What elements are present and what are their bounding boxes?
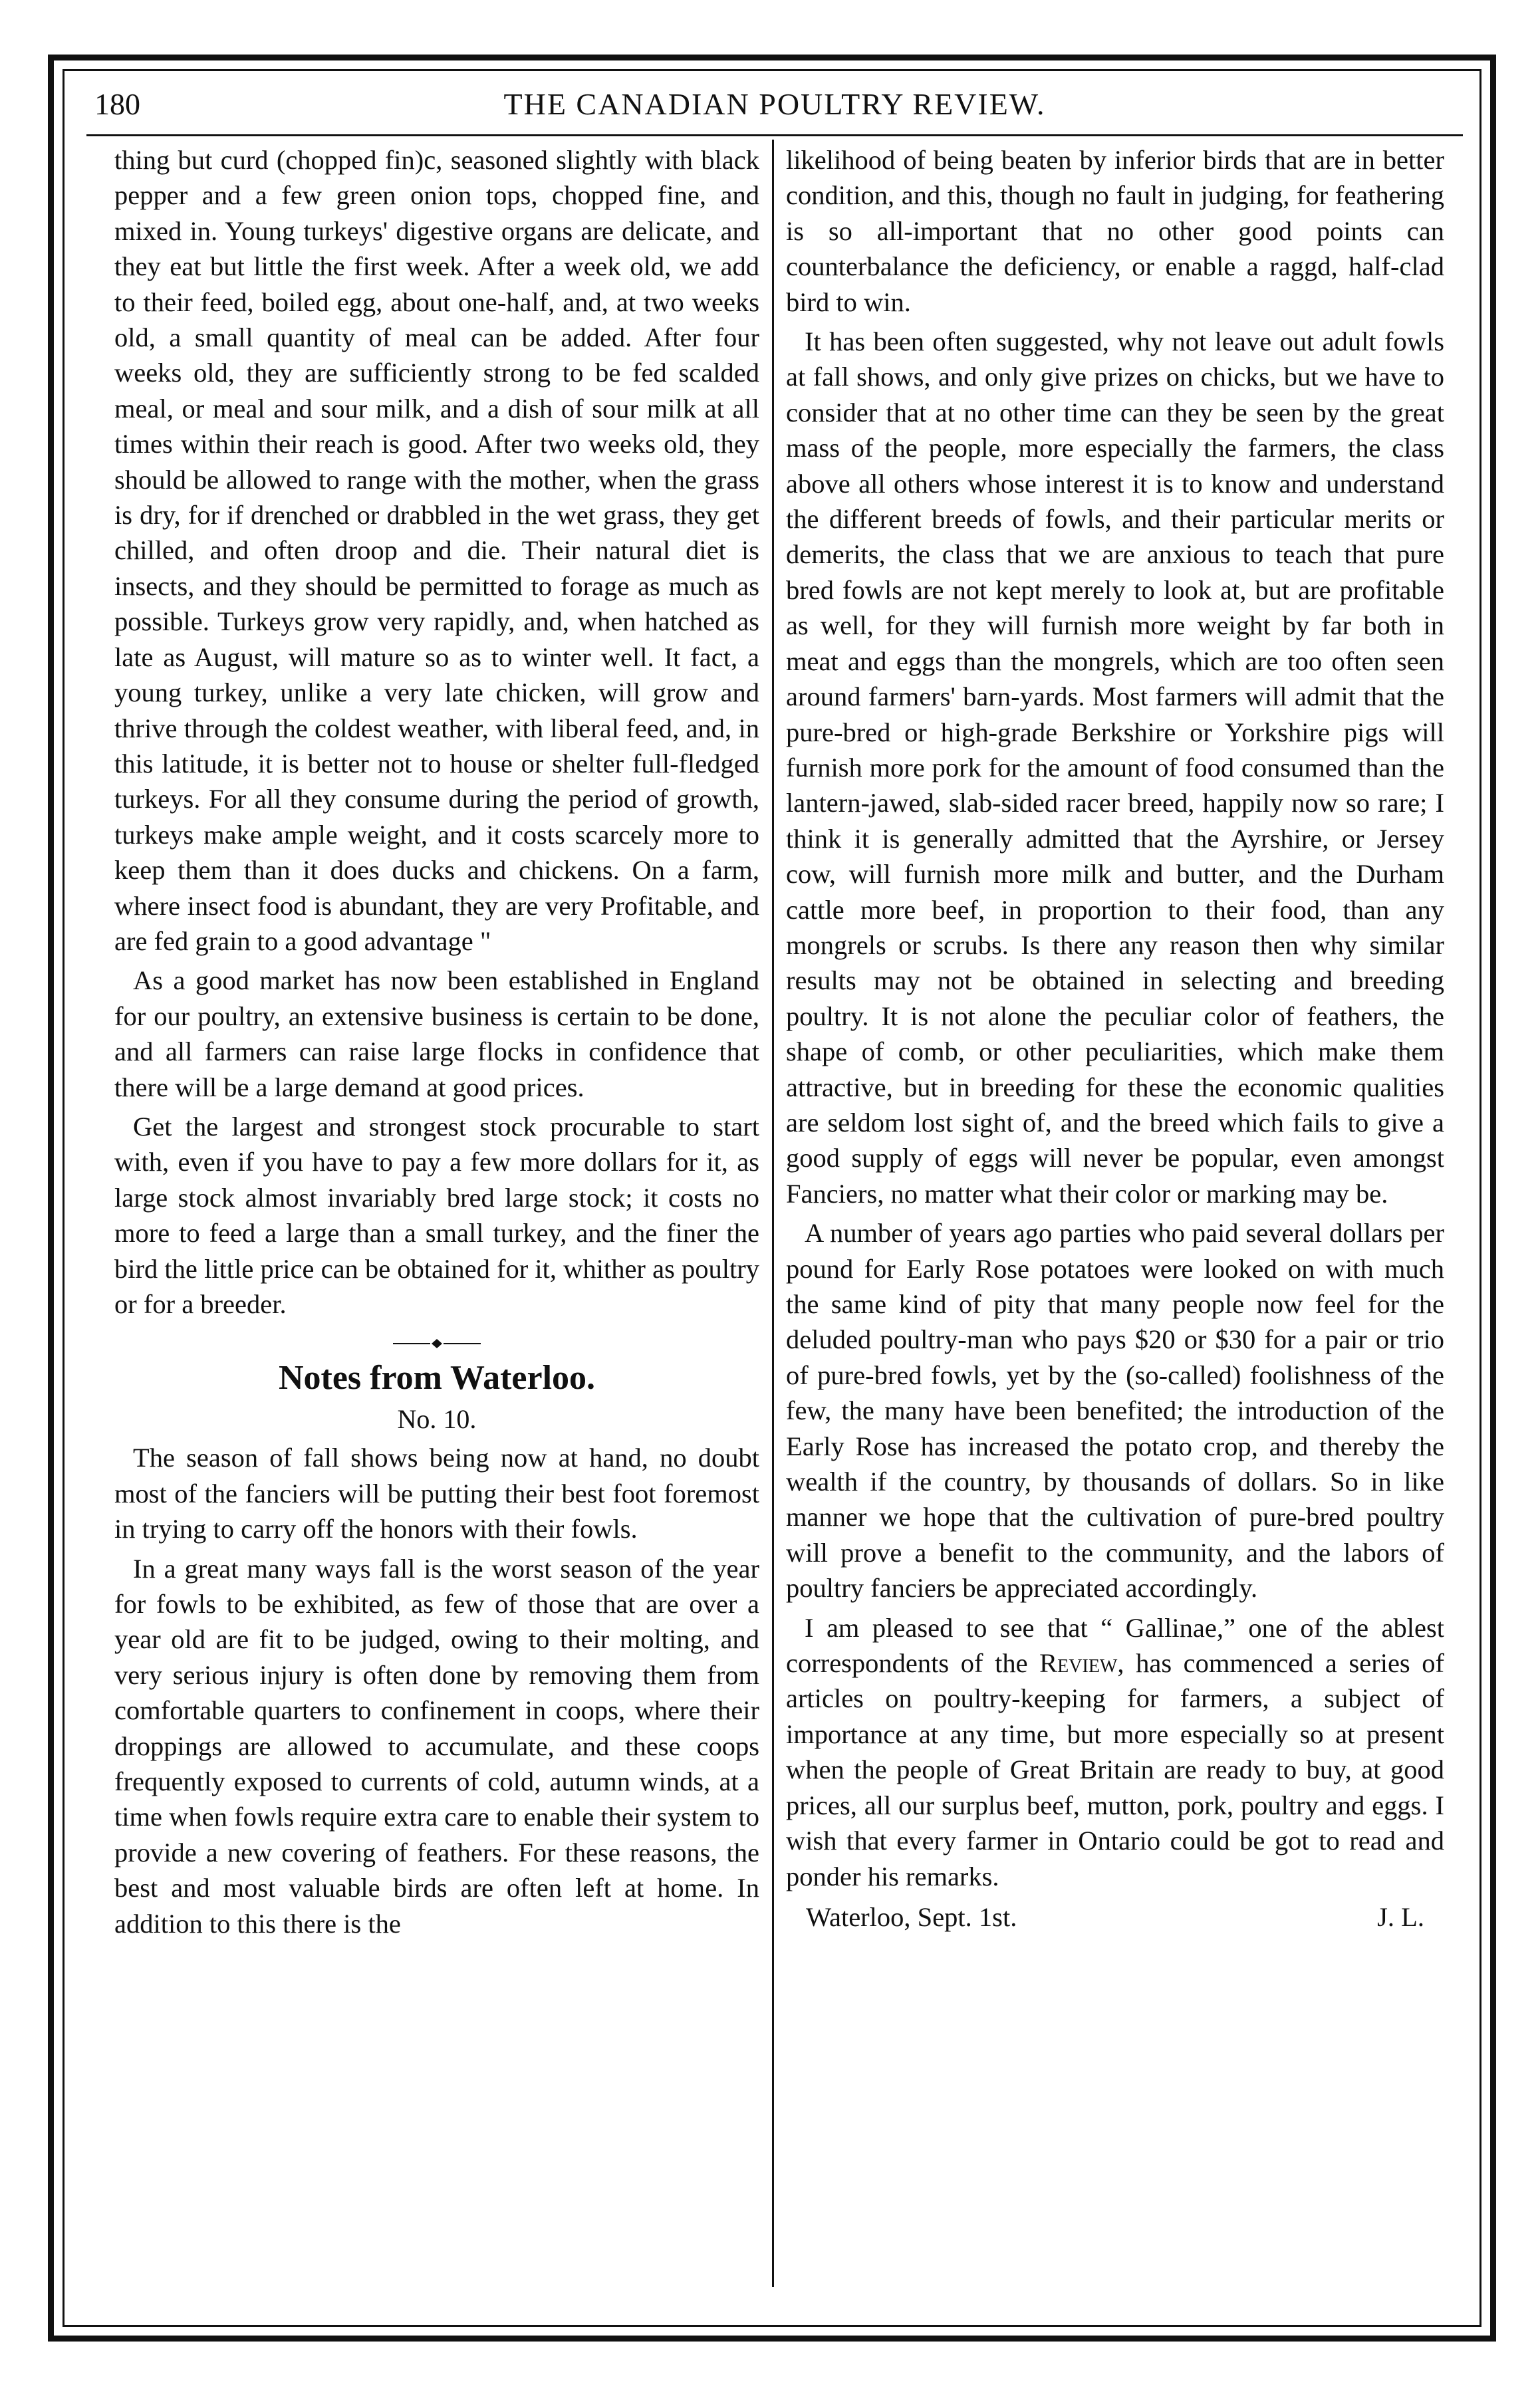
article-paragraph: In a great many ways fall is the worst season of the year for fowls to be exhibited, as few of those that are over a year old are fit to be judged, owing to their molting, and very serious injury is often done by removing them from comfortable quarters to confinement in coops, where their droppings are allowed to accumulate, and these coops frequently exposed to currents of cold, autumn winds, at a time when fowls require extra care to enable their system to provide a new covering of feathers. For these reasons, the best and most valuable birds are often left at home. In addition to this there is the [114, 1553, 759, 1939]
signature-place-date: Waterloo, Sept. 1st. [806, 1901, 1017, 1932]
paragraph-text: , has commenced a series of articles on poultry-keeping for farmers, a subject of importance at any time, but more especially so at present when the people of Great Britain are ready to buy, at good prices, all our surplus beef, mutton, pork, poultry and eggs. I wish that every farmer in Ontario could be got to read and ponder his remarks. [786, 1648, 1445, 1891]
left-column [114, 142, 759, 1941]
section-divider-ornament [114, 1331, 759, 1356]
right-column [786, 142, 1444, 1935]
section-number: No. 10. [397, 1404, 477, 1435]
signature-line [786, 1899, 1444, 1935]
article-paragraph: Get the largest and strongest stock procurable to start with, even if you have to pay a few more dollars for it, as large stock almost invariably bred large stock; it costs no more to feed a large than a small turkey, and the finer the bird the little price can be obtained for it, whither as poultry or for a breeder. [114, 1111, 759, 1319]
section-heading: Notes from Waterloo. [278, 1359, 596, 1397]
article-paragraph: As a good market has now been established in England for our poultry, an extensive business is certain to be done, and all farmers can raise large flocks in confidence that there will be a large demand at good prices. [114, 965, 759, 1102]
article-paragraph: thing but curd (chopped fin)c, seasoned slightly with black pepper and a few green onion tops, chopped fine, and mixed in. Young turkeys' digestive organs are delicate, and they eat but little the first week. After a week old, we add to their feed, boiled egg, about one-half, and, at two weeks old, a small quantity of meal can be added. After four weeks old, they are sufficiently strong to be fed scalded meal, or meal and sour milk, and a dish of sour milk at all times within their reach is good. After two weeks old, they should be allowed to range with the mother, when the grass is dry, for if drenched or drabbled in the wet grass, they get chilled, and often droop and die. Their natural diet is insects, and they should be permitted to forage as much as possible. Turkeys grow very rapidly, and, when hatched as late as August, will mature so as to winter well. It fact, a young turkey, unlike a very late chicken, will grow and thrive through the coldest weather, with liberal feed, and, in this latitude, it is better not to house or shelter full-fledged turkeys. For all they consume during the period of growth, turkeys make ample weight, and it costs scarcely more to keep them than it does ducks and chickens. On a farm, where insect food is abundant, they are very Profitable, and are fed grain to a good advantage " [114, 145, 759, 956]
column-rule [772, 140, 774, 2287]
article-paragraph [786, 1610, 1444, 1894]
article-paragraph: It has been often suggested, why not leave out adult fowls at fall shows, and only give prizes on chicks, but we have to consider that at no other time can they be seen by the great mass of the people, more especially the farmers, the class above all others whose interest it is to know and understand the different breeds of fowls, and their particular merits or demerits, the class that we are anxious to teach that pure bred fowls are not kept merely to look at, but are profitable as well, for they will furnish more weight by far both in meat and eggs than the mongrels, which are too often seen around farmers' barn-yards. Most farmers will admit that the pure-bred or high-grade Berkshire or Yorkshire pigs will furnish more pork for the amount of food consumed than the lantern-jawed, slab-sided racer breed, happily now so rare; I think it is generally admitted that the Ayrshire, or Jersey cow, will furnish more milk and butter, and the Durham cattle more beef, in proportion to their food, than any mongrels or scrubs. Is there any reason then why similar results may not be obtained in selecting and breeding poultry. It is not alone the peculiar color of feathers, the shape of comb, or other peculiarities, which make them attractive, but in breeding for these the economic qualities are seldom lost sight of, and the breed which fails to give a good supply of eggs will never be popular, even amongst Fanciers, no matter what their color or marking may be. [786, 326, 1444, 1209]
signature-initials: J. L. [1377, 1901, 1424, 1932]
article-paragraph: A number of years ago parties who paid several dollars per pound for Early Rose potatoes were looked on with much the same kind of pity that many people now feel for the deluded poultry-man who pays $20 or $30 for a pair or trio of pure-bred fowls, yet by the (so-called) foolishness of the few, the many have been benefited; the introduction of the Early Rose has increased the potato crop, and thereby the wealth if the country, by thousands of dollars. So in like manner we hope that the cultivation of pure-bred poultry will prove a benefit to the community, and the labors of poultry fanciers be appreciated accordingly. [786, 1218, 1444, 1604]
page-number: 180 [94, 87, 140, 121]
page-header [86, 78, 1463, 132]
running-head: THE CANADIAN POULTRY REVIEW. [503, 87, 1046, 121]
header-rule [86, 134, 1463, 136]
article-paragraph: The season of fall shows being now at hand, no doubt most of the fanciers will be putting their best foot foremost in trying to carry off the honors with their fowls. [114, 1443, 759, 1544]
paragraph-text: I am pleased to see that “ Gallinae,” one of the ablest correspondents of the [786, 1612, 1444, 1679]
review-name: Review [1039, 1648, 1118, 1679]
article-paragraph: likelihood of being beaten by inferior birds that are in better condition, and this, though no fault in judging, for feathering is so all-important that no other good points can counterbalance the deficiency, or enable a raggd, half-clad bird to win. [786, 145, 1444, 317]
